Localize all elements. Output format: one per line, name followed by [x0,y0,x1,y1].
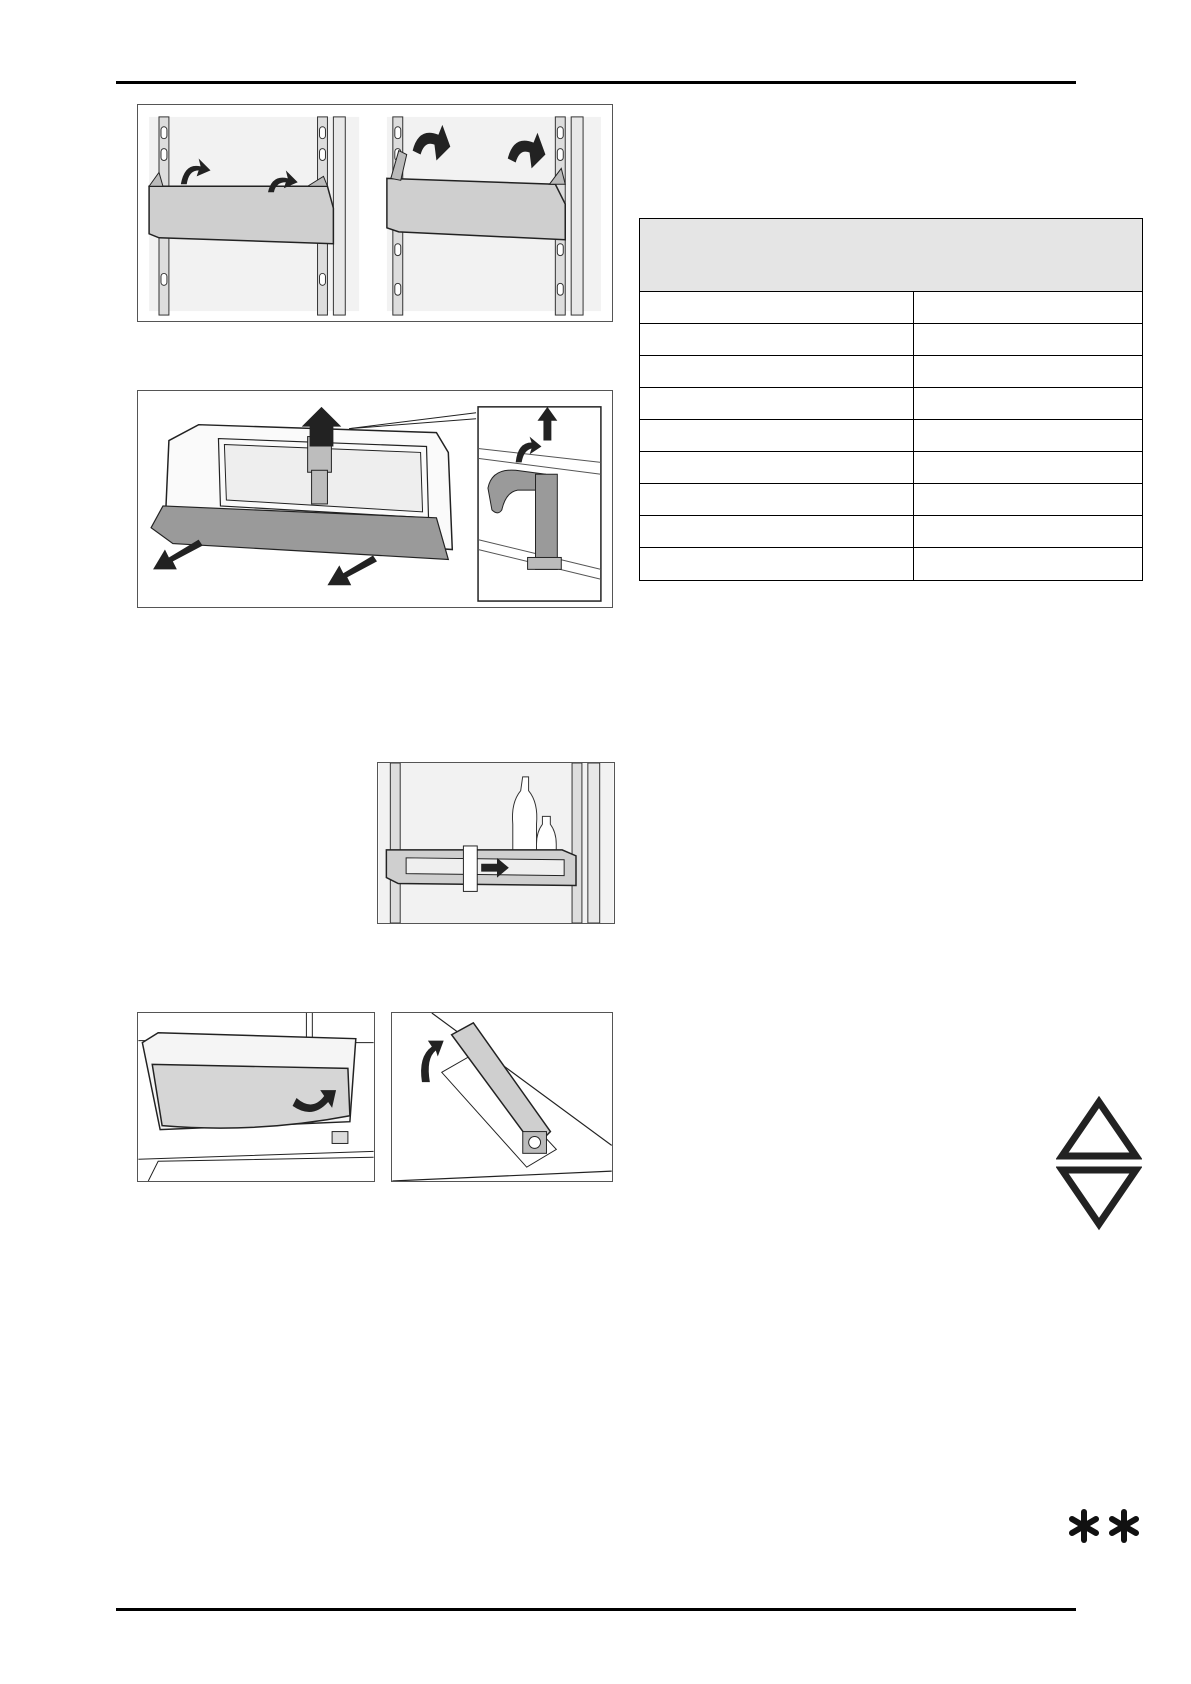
figure-bottle-holder [377,762,615,924]
table-row [640,484,1142,516]
table-row [640,420,1142,452]
table-header [640,219,1142,292]
table-cell [914,452,1142,483]
table-row [640,356,1142,388]
bottom-rule [116,1608,1076,1611]
drawer-rail-illustration [392,1013,612,1181]
table-cell [640,452,914,483]
table-cell [914,548,1142,580]
table-cell [914,516,1142,547]
vegetable-drawer-illustration [138,1013,374,1181]
top-rule [116,81,1076,84]
table-cell [914,292,1142,323]
table-cell [914,388,1142,419]
table-cell [914,356,1142,387]
figure-door-shelf [137,104,613,322]
table-row [640,292,1142,324]
table-cell [640,356,914,387]
figure-shelf-base [137,390,613,608]
two-star-icon [1066,1508,1142,1544]
table-cell [640,292,914,323]
table-cell [640,388,914,419]
table-row [640,324,1142,356]
shelf-base-illustration [138,391,612,607]
table-row [640,548,1142,580]
table-cell [914,420,1142,451]
info-table [639,218,1143,581]
table-cell [640,516,914,547]
table-cell [640,548,914,580]
bottle-holder-illustration [378,763,614,923]
table-cell [914,324,1142,355]
door-shelf-illustration [138,105,612,321]
table-cell [640,324,914,355]
table-cell [640,420,914,451]
figure-vegetable-drawer [137,1012,375,1182]
table-cell [914,484,1142,515]
figure-drawer-rail [391,1012,613,1182]
table-cell [640,484,914,515]
table-row [640,388,1142,420]
table-row [640,516,1142,548]
table-row [640,452,1142,484]
triangle-up-down-icon [1056,1096,1142,1232]
